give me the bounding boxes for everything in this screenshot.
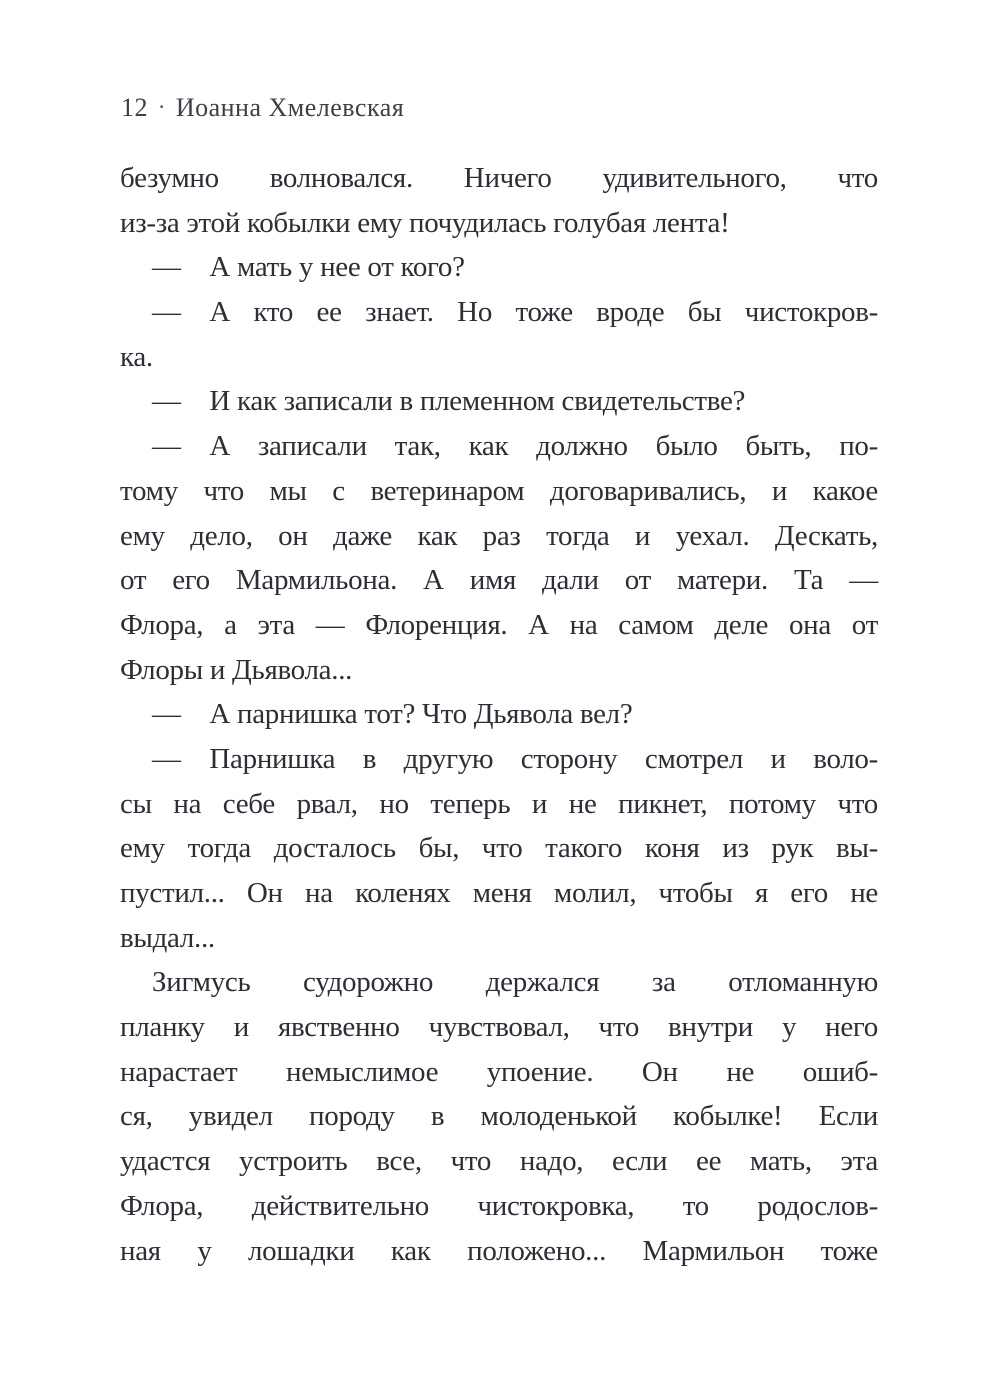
running-head xyxy=(121,92,404,125)
page-number: 12 xyxy=(121,93,148,122)
text-line: — А парнишка тот? Что Дьявола вел? xyxy=(152,698,633,731)
text-line: — Парнишка в другую сторону смотрел и воло- xyxy=(152,742,878,775)
running-title: Иоанна Хмелевская xyxy=(175,93,405,122)
text-line: ная у лошадки как положено... Мармильон тоже xyxy=(120,1234,878,1267)
text-line: ся, увидел породу в молоденькой кобылке! Если xyxy=(120,1100,878,1133)
text-line: Флоры и Дьявола... xyxy=(120,653,353,686)
text-line: из-за этой кобылки ему почудилась голубая лента! xyxy=(120,206,730,239)
text-line: — А записали так, как должно было быть, по- xyxy=(152,430,878,463)
text-line: Флора, действительно чистокровка, то родослов- xyxy=(120,1189,878,1222)
text-line: сы на себе рвал, но теперь и не пикнет, потому что xyxy=(120,787,878,820)
text-line: удастся устроить все, что надо, если ее мать, эта xyxy=(120,1145,878,1178)
text-line: Флора, а эта — Флоренция. А на самом деле она от xyxy=(120,608,878,641)
text-line: Зигмусь судорожно держался за отломанную xyxy=(152,966,878,999)
text-line: нарастает немыслимое упоение. Он не ошиб- xyxy=(120,1055,878,1088)
text-line: ему дело, он даже как раз тогда и уехал. Дескать, xyxy=(120,519,878,552)
text-line: планку и явственно чувствовал, что внутри у него xyxy=(120,1011,878,1044)
text-line: безумно волновался. Ничего удивительного, что xyxy=(120,162,878,194)
text-line: тому что мы с ветеринаром договаривались, и какое xyxy=(120,474,878,507)
text-line: — И как записали в племенном свидетельстве? xyxy=(152,385,746,418)
page-body-text xyxy=(120,156,878,1273)
text-line: пустил... Он на коленях меня молил, чтобы я его не xyxy=(120,877,878,909)
text-line: от его Мармильона. А имя дали от матери. Та — xyxy=(120,564,878,597)
text-line: ка. xyxy=(120,340,153,373)
text-line: ему тогда досталось бы, что такого коня из рук вы- xyxy=(120,832,878,865)
header-separator-dot: · xyxy=(158,94,166,119)
text-line: — А мать у нее от кого? xyxy=(152,251,465,284)
text-line: — А кто ее знает. Но тоже вроде бы чистокров- xyxy=(152,296,878,329)
text-line: выдал... xyxy=(120,921,215,954)
